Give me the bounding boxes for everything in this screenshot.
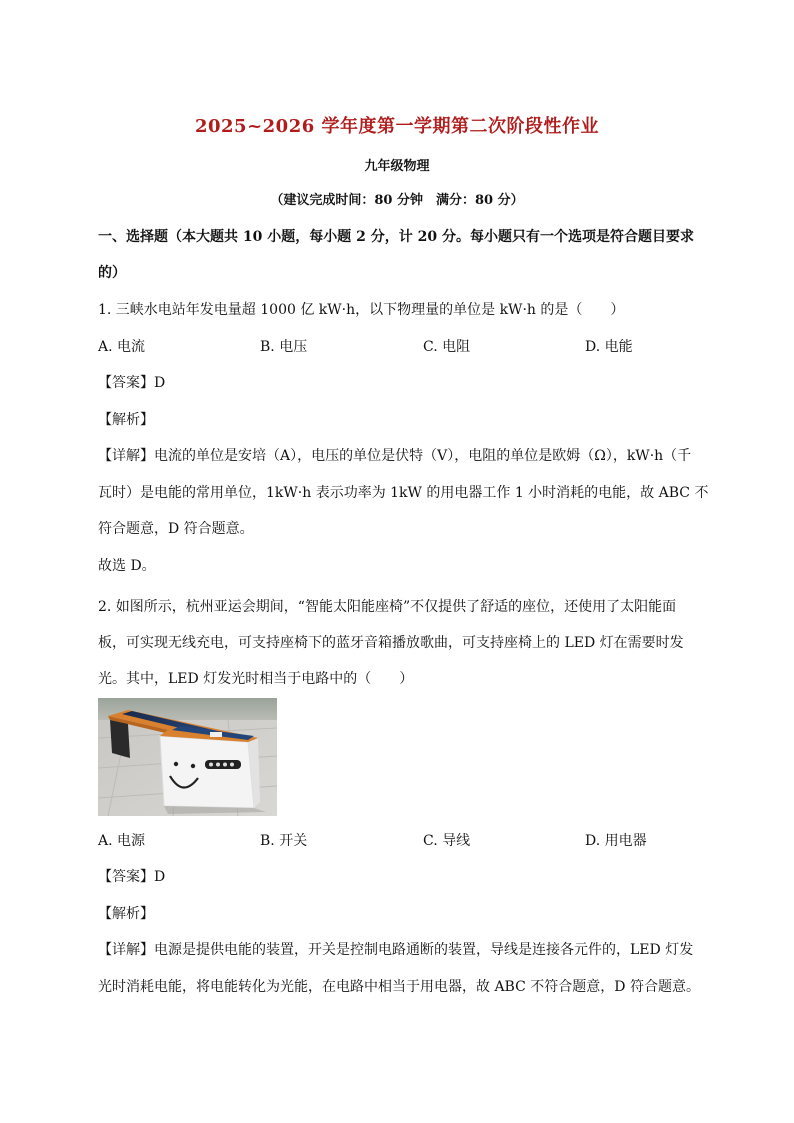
q1-option-c: C. 电阻: [423, 339, 471, 355]
q1-stem: 1. 三峡水电站年发电量超 1000 亿 kW·h，以下物理量的单位是 kW·h 的是（ ）: [98, 302, 625, 318]
q2-option-a: A. 电源: [98, 833, 146, 849]
time-score-note: （建议完成时间：80 分钟 满分：80 分）: [270, 193, 524, 208]
q2-detail-cont: 光时消耗电能，将电能转化为光能，在电路中相当于用电器，故 ABC 不符合题意，D 符合题意。: [98, 979, 700, 995]
solar-bench-photo: [98, 698, 277, 816]
q2-stem-end: 光。其中，LED 灯发光时相当于电路中的（ ）: [98, 671, 414, 687]
q1-detail-end: 符合题意，D 符合题意。: [98, 521, 254, 537]
q1-detail-cont: 瓦时）是电能的常用单位，1kW·h 表示功率为 1kW 的用电器工作 1 小时消耗的电能，故 ABC 不: [98, 485, 709, 501]
document-subtitle: 九年级物理: [364, 159, 430, 174]
q1-option-a: A. 电流: [98, 339, 146, 355]
q2-detail: 【详解】电源是提供电能的装置，开关是控制电路通断的装置，导线是连接各元件的，LED 灯发: [98, 942, 694, 958]
q2-stem: 2. 如图所示，杭州亚运会期间，“智能太阳能座椅”不仅提供了舒适的座位，还使用了太阳能面: [98, 599, 677, 615]
document-title: 2025~2026 学年度第一学期第二次阶段性作业: [194, 116, 600, 137]
q1-analysis-label: 【解析】: [98, 412, 154, 428]
q1-option-b: B. 电压: [260, 339, 308, 355]
q2-option-d: D. 用电器: [585, 833, 647, 849]
q1-option-d: D. 电能: [585, 339, 633, 355]
section-heading-cont: 的）: [98, 265, 126, 281]
q1-answer: 【答案】D: [98, 375, 166, 391]
section-heading: 一、选择题（本大题共 10 小题，每小题 2 分，计 20 分。每小题只有一个选项是符合题目要求: [98, 229, 694, 245]
q2-answer: 【答案】D: [98, 869, 166, 885]
q1-conclusion: 故选 D。: [98, 558, 156, 574]
q1-detail: 【详解】电流的单位是安培（A），电压的单位是伏特（V），电阻的单位是欧姆（Ω），kW·h（千: [98, 448, 692, 464]
q1-options: [98, 336, 698, 356]
q2-option-c: C. 导线: [423, 833, 471, 849]
q2-options: [98, 830, 698, 850]
q2-analysis-label: 【解析】: [98, 906, 154, 922]
q2-stem-cont: 板，可实现无线充电，可支持座椅下的蓝牙音箱播放歌曲，可支持座椅上的 LED 灯在需要时发: [98, 635, 684, 651]
q2-option-b: B. 开关: [260, 833, 308, 849]
